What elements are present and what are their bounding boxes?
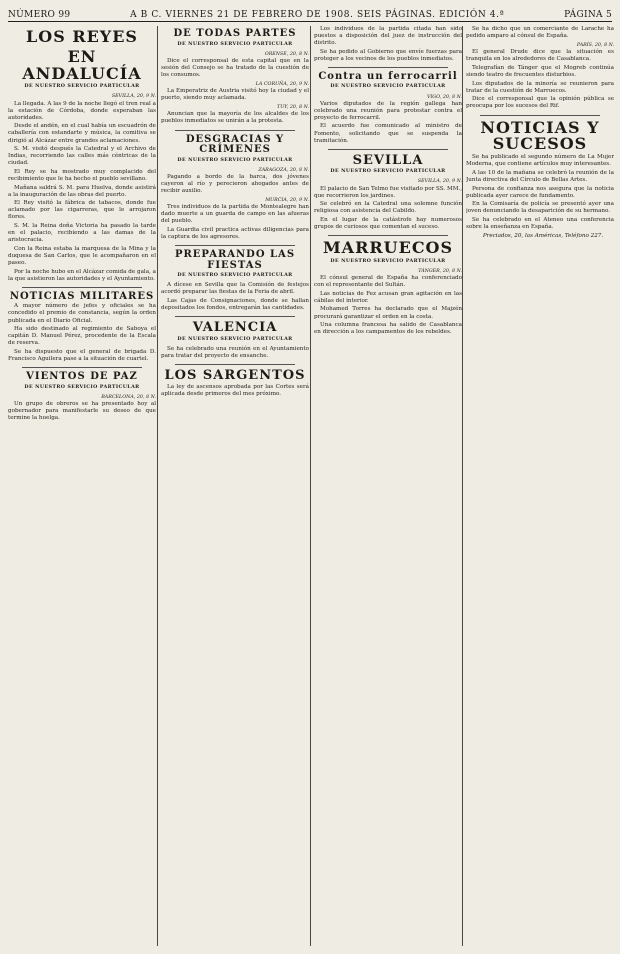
issue-number: NÚMERO 99 xyxy=(8,10,71,20)
article-paragraph: Se ha pedido al Gobierno que envíe fuerzas para proteger a los vecinos de los pueblos inmediatos. xyxy=(314,48,462,62)
article-paragraph: Dice el corresponsal que la opinión pública se preocupa por los sucesos del Rif. xyxy=(466,96,614,110)
article-paragraph: La Guardia civil practica activas diligencias para la captura de los agresores. xyxy=(161,226,309,240)
column-2 xyxy=(161,26,309,946)
article-paragraph: Los individuos de la partida citada han sido puestos a disposición del juez de instrucción del distrito. xyxy=(314,26,462,47)
article-dateline: TÁNGER, 20, 8 N. xyxy=(418,269,462,274)
article-headline: LOS REYES xyxy=(26,27,138,46)
article-dateline: VIGO, 20, 8 N. xyxy=(426,94,462,100)
article-paragraph: Persona de confianza nos asegura que la noticia publicada ayer carece de fundamento. xyxy=(466,185,614,199)
masthead xyxy=(8,6,612,22)
article-paragraph: Se celebró en la Catedral una solemne función religiosa con asistencia del Cabildo. xyxy=(314,201,462,215)
article-paragraph: El Rey se ha mostrado muy complacido del recibimiento que le ha hecho el pueblo sevillano. xyxy=(8,168,156,183)
article-dateline: PARÍS, 20, 8 N. xyxy=(576,43,614,49)
article-headline: NOTICIAS MILITARES xyxy=(9,290,155,302)
article-paragraph: Las Cajas de Consignaciones, donde se hallan depositados los fondos, entregarán las cantidades. xyxy=(161,297,309,311)
article-paragraph: En la Comisaría de policía se presentó ayer una joven denunciando la desaparición de su hermano. xyxy=(466,201,614,215)
article-headline: Contra un ferrocarril xyxy=(318,70,458,82)
article-paragraph: Telegrafían de Tánger que el Mogreb continúa siendo teatro de frecuentes disturbios. xyxy=(466,64,614,79)
article-headline: DE TODAS PARTES xyxy=(173,28,297,39)
article-subheading: DE NUESTRO SERVICIO PARTICULAR xyxy=(24,83,140,90)
article-subheading: DE NUESTRO SERVICIO PARTICULAR xyxy=(177,40,293,47)
article-paragraph: A dícese en Sevilla que la Comisión de festejos acordó preparar las fiestas de la Feria de abril. xyxy=(161,282,309,296)
article-dateline: MURCIA, 20, 9 N. xyxy=(265,198,309,203)
article-paragraph: En el lugar de la catástrofe hay numerosos grupos de curiosos que comentan el suceso. xyxy=(314,216,462,231)
column-4 xyxy=(466,26,614,946)
article-subheading: DE NUESTRO SERVICIO PARTICULAR xyxy=(177,335,293,342)
article-dateline: LA CORUÑA, 20, 9 N. xyxy=(255,81,309,87)
section-divider xyxy=(480,115,600,116)
article-paragraph: A las 10 de la mañana se celebró la reunión de la Junta directiva del Círculo de Bellas Artes. xyxy=(466,169,614,183)
article-headline: SEVILLA xyxy=(352,152,424,168)
column-rule xyxy=(310,26,311,946)
dateline: A B C. VIERNES 21 DE FEBRERO DE 1908. SEIS PÁGINAS. EDICIÓN 4.ª xyxy=(130,10,505,20)
article-paragraph: Anuncian que la mayoría de los alcaldes de los pueblos inmediatos se unirán a la protesta. xyxy=(161,111,309,125)
article-subheading: DE NUESTRO SERVICIO PARTICULAR xyxy=(330,168,446,175)
column-rule xyxy=(157,26,158,946)
column-rule xyxy=(462,26,463,946)
article-paragraph: Desde el andén, en el cual había un escuadrón de caballería con estandarte y música, la comitiva se dirigió al Alcázar entre grandes aclamaciones. xyxy=(8,123,156,144)
article-paragraph: Ha sido destinado al regimiento de Saboya el capitán D. Manuel Pérez, procedente de la Escala de reserva. xyxy=(8,326,156,347)
article-subheading: DE NUESTRO SERVICIO PARTICULAR xyxy=(177,272,293,279)
article-headline: LOS SARGENTOS xyxy=(164,367,306,383)
article-headline: DESGRACIAS Y CRÍMENES xyxy=(185,133,285,156)
article-subheading: DE NUESTRO SERVICIO PARTICULAR xyxy=(330,83,446,90)
article-dateline: SEVILLA, 20, 9 N. xyxy=(111,94,156,100)
article-paragraph: El acuerdo fue comunicado al ministro de Fomento, solicitando que se suspenda la tramitación. xyxy=(314,123,462,144)
article-paragraph: Con la Reina estaba la marquesa de la Mina y la duquesa de San Carlos, que le acompañaron en el paseo. xyxy=(8,245,156,267)
printer-footer: Preciados, 20, las Américas, Teléfono 227. xyxy=(482,232,604,239)
article-paragraph: S. M. la Reina doña Victoria ha pasado la tarde en el palacio, recibiendo a las damas de la aristocracia. xyxy=(8,223,156,244)
article-headline: NOTICIAS Y SUCESOS xyxy=(480,117,600,154)
article-paragraph: S. M. visitó después la Catedral y el Archivo de Indias, recorriendo las calles más céntricas de la ciudad. xyxy=(8,146,156,167)
article-dateline: SEVILLA, 20, 9 N. xyxy=(417,179,462,185)
section-divider xyxy=(328,235,448,236)
section-divider xyxy=(175,364,295,365)
section-divider xyxy=(22,367,142,368)
section-divider xyxy=(328,149,448,150)
section-divider xyxy=(328,67,448,68)
article-headline: VIENTOS DE PAZ xyxy=(26,371,138,383)
article-paragraph: La ley de ascensos aprobada por las Cortes será aplicada desde primeros del mes próximo. xyxy=(161,383,309,397)
article-paragraph: Se ha celebrado una reunión en el Ayuntamiento para tratar del proyecto de ensanche. xyxy=(161,345,309,359)
section-divider xyxy=(175,130,295,131)
section-divider xyxy=(175,316,295,317)
article-paragraph: A mayor número de jefes y oficiales se ha concedido el premio de constancia, según la orden publicada en el Diario Oficial. xyxy=(8,303,156,324)
article-subheading: DE NUESTRO SERVICIO PARTICULAR xyxy=(330,257,446,264)
article-dateline: ZARAGOZA, 20, 8 N. xyxy=(258,167,309,173)
article-headline: PREPARANDO LAS FIESTAS xyxy=(174,249,296,271)
article-paragraph: Se ha celebrado en el Ateneo una conferencia sobre la enseñanza en España. xyxy=(466,216,614,230)
article-paragraph: El palacio de San Telmo fue visitado por SS. MM., que recorrieron los jardines. xyxy=(314,185,462,199)
article-paragraph: Las noticias de Fez acusan gran agitación en las cábilas del interior. xyxy=(314,290,462,304)
article-dateline: ORENSE, 20, 8 N. xyxy=(264,51,309,57)
article-paragraph: Varios diputados de la región gallega han celebrado una reunión para protestar contra el proyecto de ferrocarril. xyxy=(314,100,462,121)
article-paragraph: Un grupo de obreros se ha presentado hoy al gobernador para manifestarle su deseo de que termine la huelga. xyxy=(8,400,156,421)
article-paragraph: El Rey visitó la fábrica de tabacos, donde fue aclamado por las cigarreras, que le arrojaron flores. xyxy=(8,200,156,221)
article-paragraph: El general Drude dice que la situación es tranquila en los alrededores de Casablanca. xyxy=(466,49,614,63)
page-number: PÁGINA 5 xyxy=(564,10,612,20)
article-headline: MARRUECOS xyxy=(322,238,454,258)
article-headline: EN ANDALUCÍA xyxy=(22,46,142,83)
article-paragraph: Mohamed Torres ha declarado que el Majzén procurará garantizar el orden en la costa. xyxy=(314,306,462,320)
article-paragraph: Mañana saldrá S. M. para Huelva, donde asistirá a la inauguración de las obras del puerto. xyxy=(8,184,156,198)
article-paragraph: Se ha dispuesto que el general de brigada D. Francisco Aguilera pase a la situación de cuartel. xyxy=(8,348,156,362)
article-paragraph: Se ha publicado el segundo número de La Mujer Moderna, que contiene artículos muy interesantes. xyxy=(466,154,614,168)
column-1 xyxy=(8,26,156,946)
article-headline: VALENCIA xyxy=(192,320,278,336)
article-paragraph: La Emperatriz de Austria visitó hoy la ciudad y el puerto, siendo muy aclamada. xyxy=(161,88,309,102)
section-divider xyxy=(175,245,295,246)
article-paragraph: Tres individuos de la partida de Montealegre han dado muerte a un guarda de campo en las afueras del pueblo. xyxy=(161,204,309,225)
article-paragraph: Se ha dicho que un comerciante de Larache ha pedido amparo al cónsul de España. xyxy=(466,26,614,40)
article-paragraph: Una columna francesa ha salido de Casablanca en dirección a los campamentos de los rebeldes. xyxy=(314,322,462,336)
article-subheading: DE NUESTRO SERVICIO PARTICULAR xyxy=(24,383,140,390)
column-3 xyxy=(314,26,462,946)
article-paragraph: Los diputados de la minoría se reunieron para tratar de la cuestión de Marruecos. xyxy=(466,80,614,94)
article-paragraph: La llegada. A las 9 de la noche llegó el tren real a la estación de Córdoba, donde esperaban las autoridades. xyxy=(8,100,156,121)
article-paragraph: El cónsul general de España ha conferenciado con el representante del Sultán. xyxy=(314,275,462,289)
article-dateline: BARCELONA, 20, 8 N. xyxy=(101,394,156,400)
section-divider xyxy=(22,287,142,288)
article-paragraph: Pagando a bordo de la barca, dos jóvenes cayeron al río y perecieron ahogados antes de recibir auxilio. xyxy=(161,173,309,194)
article-dateline: TUY, 20, 8 N. xyxy=(277,105,309,111)
article-paragraph: Dice el corresponsal de esta capital que en la sesión del Consejo se ha tratado de la cuestión de los consumos. xyxy=(161,57,309,78)
article-subheading: DE NUESTRO SERVICIO PARTICULAR xyxy=(177,156,293,163)
article-paragraph: Por la noche hubo en el Alcázar comida de gala, a la que asistieron las autoridades y el Ayuntamiento. xyxy=(8,268,156,282)
